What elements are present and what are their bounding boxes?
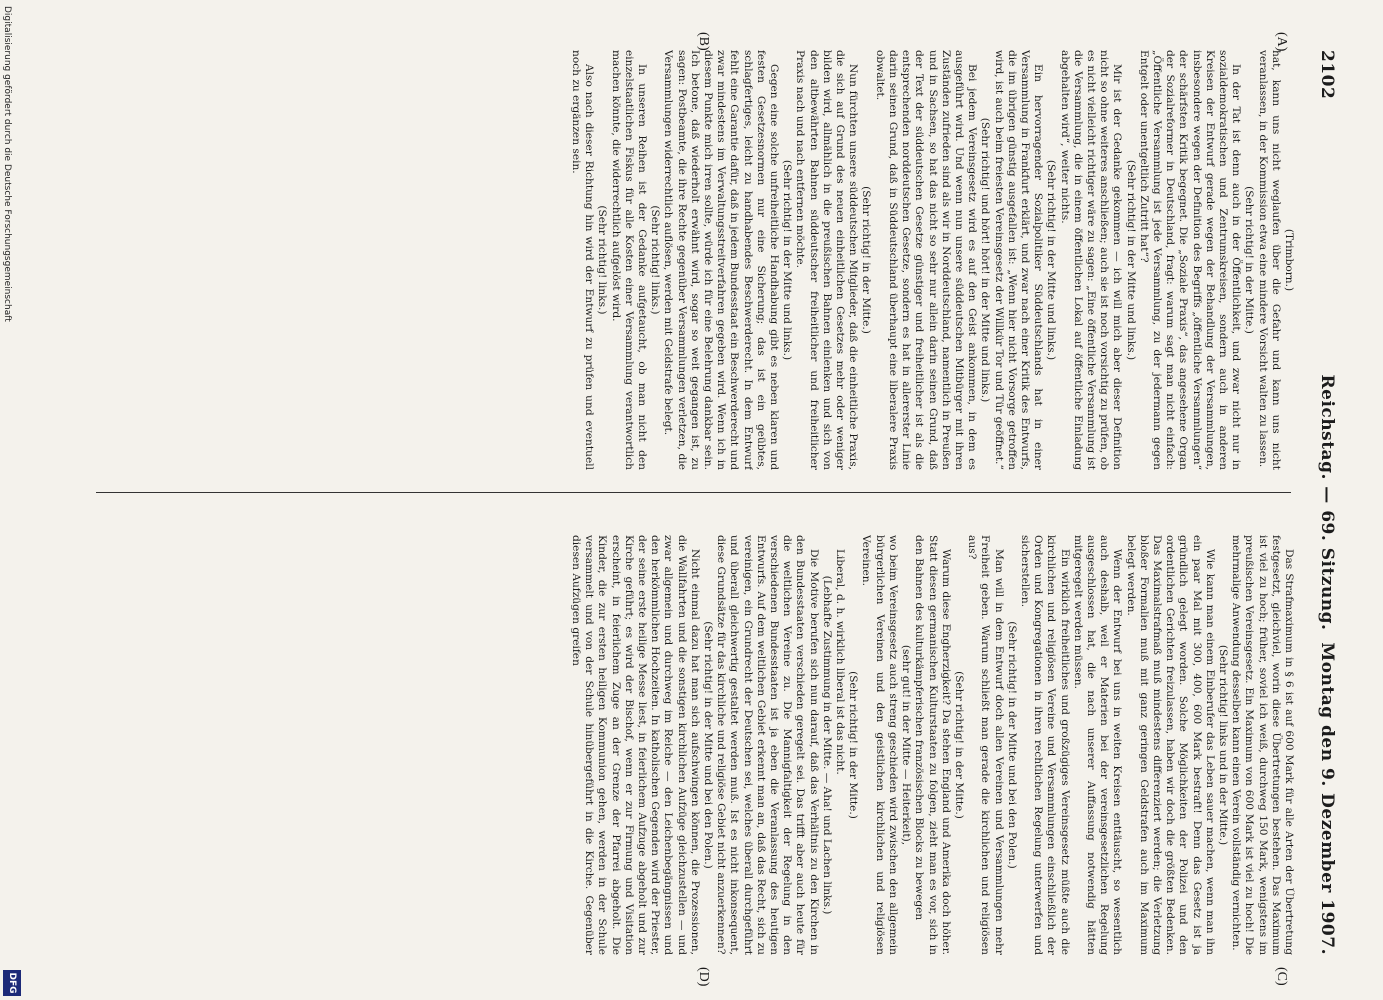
paragraph: Mir ist der Gedanke gekommen — ich will mich aber dieser Definition nicht so ohne weiteres anschließen; auch sie ist noch vorsichtig zu prüfen, ob es nicht vielleicht richtiger wäre zu sagen: „Eine öffentliche Versammlung ist die Versammlung, die in einem öffentlichen Lokal auf öffentliche Einladung abgehalten wird“, weiter nichts. <box>1058 50 1124 470</box>
paragraph: Die Motive berufen sich nun darauf, daß das Verhältnis zu den Kirchen in den Bundesstaaten verschieden geregelt sei. Das trifft aber auch heute für die weltlichen Vereine zu. Die Mannigfaltigkeit der Regelung in den verschiedenen Bundesstaaten ist ja eben die Veranlassung des heutigen Entwurfs. Auf dem weltlichen Gebiet erkennt man an, daß das Recht, sich zu vereinigen, ein Grundrecht der Deutschen sei, welches überall durchgeführt und überall gleichwertig gestaltet werden muß. Ist es nicht inkonsequent, diese Grundsätze für das kirchliche und religiöse Gebiet nicht anzuerkennen? <box>715 535 820 955</box>
paragraph: In unseren Reihen ist der Gedanke aufgetaucht, ob man nicht den einzelstaatlichen Fiskus für alle Kosten einer Versammlung verantwortlich machen könnte, die widerrechtlich aufgelöst wird. <box>609 50 649 470</box>
margin-marker-b: (B) <box>696 32 711 51</box>
left-text-column <box>90 50 1295 470</box>
interjection: (Sehr richtig! in der Mitte.) <box>952 671 965 819</box>
paragraph: Wie kann man einem Einberufer das Leben sauer machen, wenn man ihn ein paar Mal mit 300, 400, 600 Mark bestraft! Denn das Gesetz ist ja gründlich gelegt worden. Solche Möglichkeiten der Polizei und den ordentlichen Gerichten freizulassen, haben wir doch die größten Bedenken. Das Maximalstrafmaß muß mindestens differenziert werden; die Verletzung bloßer Formalien muß mit ganz geringen Geldstrafen auch im Maximum belegt werden. <box>1124 535 1216 955</box>
interjection: (Sehr richtig! und hört! hört! in der Mitte und links.) <box>979 117 992 403</box>
interjection: (Lebhafte Zustimmung in der Mitte. — Aha! und Lachen links.) <box>820 575 833 915</box>
page-number: 2102 <box>1317 50 1337 100</box>
interjection: (Sehr richtig! links und in der Mitte.) <box>1216 644 1229 846</box>
paragraph: Wenn der Entwurf bei uns in weiten Kreisen enttäuscht, so wesentlich auch deshalb, weil er Materien bei der vereinsgesetzlichen Regelung ausgeschlossen hat, die nach unserer Auffassung notwendig hätten mitgeregelt werden müssen. <box>1071 535 1124 955</box>
credit-text: Digitalisierung gefördert durch die Deutsche Forschungsgemeinschaft <box>2 6 12 322</box>
interjection: (Sehr richtig! in der Mitte und bei den Polen.) <box>1005 621 1018 869</box>
interjection: (Sehr richtig! in der Mitte und links.) <box>1124 159 1137 361</box>
paragraph: Nun fürchten unsere süddeutschen Mitglieder, daß die einheitliche Praxis, die sich auf Grund des neuen einheitlichen Gesetzes mehr oder weniger bilden wird, allmählich in die preußischen Bahnen einlenken und sich von den altbewährten Bahnen süddeutscher freiheitlicher und freiheitlicher Praxis nach und nach entfernen möchte. <box>794 50 860 470</box>
interjection: (Sehr richtig! in der Mitte und bei den Polen.) <box>702 621 715 869</box>
paragraph: Ein wirklich freiheitliches und großzügiges Vereinsgesetz müßte auch die kirchlichen und religiösen Vereine und Versammlungen einschließlich der Orden und Kongregationen in ihren rechtlichen Regelung unterwerfen und sicherstellen. <box>1018 535 1071 955</box>
page-header <box>1309 50 1337 955</box>
paragraph: Man will in dem Entwurf doch allen Vereinen und Versammlungen mehr Freiheit geben. Warum schließt man gerade die kirchlichen und religiösen aus? <box>966 535 1005 955</box>
paragraph: Nicht einmal dazu hat man sich aufschwingen können, die Prozessionen, die Wallfahrten und die sonstigen kirchlichen Aufzüge gleichzustellen — und zwar allgemein und durchweg im Reiche — den Leichenbegängnissen und den herkömmlichen Hochzeiten. In katholischen Gegenden wird der Priester, der seine erste heilige Messe liest, in feierlichem Aufzuge abgeholt und zur Kirche geführt; es wird der Bischof, wenn er zur Firmung und Visitation erscheint, in feierlichem Zuge an der Grenze der Pfarrei abgeholt. Die Kinder, die zur ersten heiligen Kommunion gehen, werden in der Schule versammelt und von der Schule hinübergeführt in die Kirche. Gegenüber diesen Aufzügen greifen <box>570 535 701 955</box>
interjection: (Sehr richtig! in der Mitte und links.) <box>781 159 794 361</box>
interjection: (Sehr richtig! in der Mitte.) <box>847 671 860 819</box>
paragraph: Warum diese Engherzigkeit? Da stehen England und Amerika doch höher. Statt diesen germanischen Kulturstaaten zu folgen, zieht man es vor, sich in den Bahnen des kulturkämpferischen französischen Blocks zu bewegen <box>913 535 952 955</box>
interjection: (Sehr richtig! in der Mitte.) <box>860 186 873 334</box>
paragraph: Gegen eine solche unfreiheitliche Handhabung gibt es neben klaren und festen Gesetzesnormen nur eine Sicherung; das ist ein geübtes, schlagfertiges, leicht zu handhabendes Beschwerderecht. In dem Entwurf fehlt eine Garantie dafür, daß in jedem Bundesstaat ein Beschwerderecht und zwar mindestens im Verwaltungsstreitverfahren gegeben wird. Wenn ich in diesem Punkte mich irren sollte, würde ich für eine Belehrung dankbar sein. Ich betone, daß wiederholt erwähnt wird, sogar so weit gegangen ist, zu sagen: Postbeamte, die ihre Rechte gegenüber Versammlungen verletzen, die Versammlungen widerrechtlich auflösen, werden mit Geldstrafe belegt. <box>662 50 781 470</box>
digitization-credit <box>0 0 10 1000</box>
paragraph: Ein hervorragender Sozialpolitiker Süddeutschlands hat in einer Versammlung in Frankfurt erklärt, und zwar nach einer Kritik des Entwurfs, die im übrigen günstig ausgefallen ist: „Wenn hier nicht Vorsorge getroffen wird, ist auch beim freiesten Vereinsgesetz der Willkür Tor und Tür geöffnet.“ <box>992 50 1045 470</box>
speaker-name: (Trimborn.) <box>1283 228 1295 292</box>
session-date: Montag den 9. Dezember 1907. <box>1317 642 1337 955</box>
margin-marker-a: (A) <box>1274 32 1289 52</box>
column-divider <box>96 492 1291 493</box>
paragraph: Das Strafmaximum in § 6 ist auf 600 Mark für alle Arten der Übertretung festgesetzt, gleichviel, worin diese Übertretungen bestehen. Das Maximum ist viel zu hoch; früher, soviel ich weiß, durchweg 150 Mark, wenigstens im preußischen Vereinsgesetz. Ein Maximum von 600 Mark ist viel zu hoch! Die mehrmalige Anwendung desselben kann einen Verein vollständig vernichten. <box>1230 535 1295 955</box>
interjection: (sehr gut! in der Mitte — Heiterkeit), <box>900 644 913 846</box>
dfg-logo: DFG <box>3 970 21 996</box>
interjection: (Sehr richtig! in der Mitte.) <box>1243 186 1256 334</box>
session-title: Reichstag. — 69. Sitzung. <box>1317 374 1337 631</box>
interjection: (Sehr richtig! in der Mitte und links.) <box>1045 159 1058 361</box>
paragraph: hat, kann uns nicht weglaufen über die Gefahr und kann uns nicht veranlassen, in der Kommission etwa eine mindere Vorsicht walten zu lassen. <box>1256 50 1282 470</box>
interjection: (Sehr richtig! links.) <box>596 205 609 315</box>
margin-marker-c: (C) <box>1274 967 1289 986</box>
paragraph: Liberal, d. h. wirklich liberal ist das nicht. <box>834 549 847 775</box>
interjection: (Sehr richtig! links.) <box>649 205 662 315</box>
paragraph: wo beim Vereinsgesetz auch streng geschieden wird zwischen den allgemein bürgerlichen Vereinen und den geistlichen kirchlichen und religiösen Vereinen. <box>860 535 899 955</box>
margin-marker-d: (D) <box>696 967 711 987</box>
paragraph: Bei jedem Vereinsgesetz wird es auf den Geist ankommen, in dem es ausgeführt wird. Und wenn nun unsere süddeutschen Mitbürger mit ihren Zuständen zufrieden sind als wir in Norddeutschland, namentlich in Preußen und in Sachsen, so hat das nicht so sehr nur allein darin seinen Grund, daß der Text der süddeutschen Gesetze günstiger und freiheitlicher ist als die entsprechenden norddeutschen Gesetze, sondern es hat in allererster Linie darin seinen Grund, daß in Süddeutschland überhaupt eine liberalere Praxis obwaltet. <box>873 50 979 470</box>
paragraph: In der Tat ist denn auch in der Öffentlichkeit, und zwar nicht nur in sozialdemokratischen und Zentrumskreisen, sondern auch in anderen Kreisen der Entwurf gerade wegen der Behandlung der Versammlungen, insbesondere wegen der Definition des Begriffs „öffentliche Versammlungen“ der schärfsten Kritik begegnet. Die „Soziale Praxis“, das angesehene Organ der Sozialreformer in Deutschland, fragt: warum sagt man nicht einfach: „Öffentliche Versammlung ist jede Versammlung, zu der jedermann gegen Entgelt oder unentgeltlich Zutritt hat“? <box>1137 50 1243 470</box>
paragraph: Also nach dieser Richtung hin wird der Entwurf zu prüfen und eventuell noch zu ergänzen sein. <box>570 50 596 470</box>
right-text-column <box>90 535 1295 955</box>
